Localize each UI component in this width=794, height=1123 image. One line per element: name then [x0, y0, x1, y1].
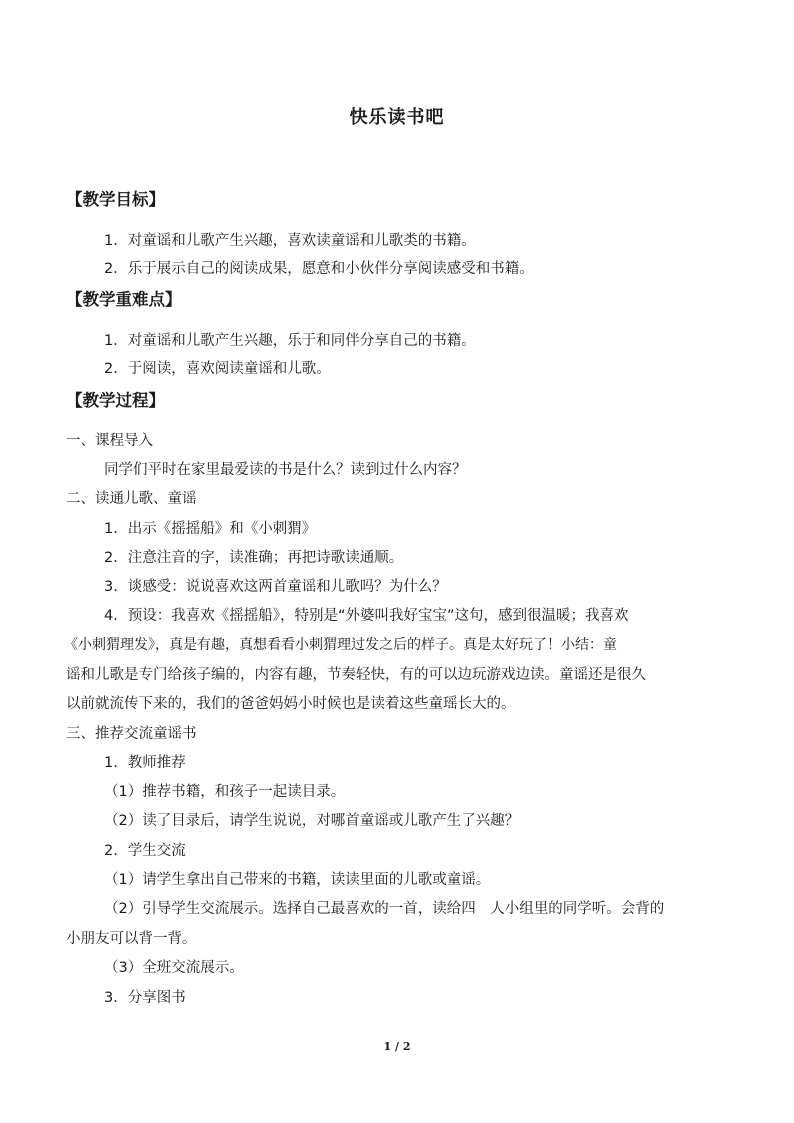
process-part3-title: 三、推荐交流童谣书 — [66, 726, 197, 742]
process-part2-item-1: 1．出示《摇摇船》和《小刺猬》 — [104, 521, 317, 537]
key-point-item-1: 1．对童谣和儿歌产生兴趣，乐于和同伴分享自己的书籍。 — [104, 333, 476, 349]
process-part2-item-4-line-2: 《小刺猬理发》，真是有趣，真想看看小刺猬理过发之后的样子。真是太好玩了！小结：童 — [64, 637, 617, 653]
process-part2-item-4-line-3: 谣和儿歌是专门给孩子编的，内容有趣，节奏轻快，有的可以边玩游戏边读。童谣还是很久 — [66, 667, 646, 683]
process-part1-text: 同学们平时在家里最爱读的书是什么？读到过什么内容？ — [104, 462, 467, 478]
process-part3-sub2-item-2-line-1: （2）引导学生交流展示。选择自己最喜欢的一首，读给四 人小组里的同学听。会背的 — [104, 901, 665, 917]
process-part2-item-4-line-4: 以前就流传下来的，我们的爸爸妈妈小时候也是读着这些童瑶长大的。 — [66, 696, 516, 712]
page-number: 1 / 2 — [383, 1040, 411, 1053]
process-part3-sub2: 2．学生交流 — [104, 843, 186, 859]
process-part3-sub2-item-1: （1）请学生拿出自己带来的书籍，读读里面的儿歌或童谣。 — [104, 872, 491, 888]
process-part2-title: 二、读通儿歌、童谣 — [66, 491, 197, 507]
process-part3-sub1-item-2: （2）读了目录后，请学生说说，对哪首童谣或儿歌产生了兴趣？ — [104, 813, 520, 829]
process-part3-sub2-item-3: （3）全班交流展示。 — [104, 960, 244, 976]
goal-item-2: 2．乐于展示自己的阅读成果，愿意和小伙伴分享阅读感受和书籍。 — [104, 261, 534, 277]
process-part1-title: 一、课程导入 — [66, 433, 153, 449]
process-part2-item-3: 3．谈感受：说说喜欢这两首童谣和儿歌吗？为什么？ — [104, 579, 447, 595]
process-part3-sub1: 1．教师推荐 — [104, 755, 186, 771]
goal-item-1: 1．对童谣和儿歌产生兴趣，喜欢读童谣和儿歌类的书籍。 — [104, 233, 476, 249]
document-title: 快乐读书吧 — [349, 107, 445, 128]
process-part2-item-4-line-1: 4．预设：我喜欢《摇摇船》，特别是“外婆叫我好宝宝”这句，感到很温暖；我喜欢 — [104, 608, 629, 624]
key-point-item-2: 2．于阅读，喜欢阅读童谣和儿歌。 — [104, 361, 331, 377]
process-part3-sub2-item-2-line-2: 小朋友可以背一背。 — [66, 931, 197, 947]
section-heading-process: 【教学过程】 — [66, 391, 165, 410]
process-part3-sub1-item-1: （1）推荐书籍，和孩子一起读目录。 — [104, 784, 346, 800]
process-part2-item-2: 2．注意注音的字，读准确；再把诗歌读通顺。 — [104, 550, 404, 566]
section-heading-key-points: 【教学重难点】 — [66, 290, 182, 309]
section-heading-goals: 【教学目标】 — [66, 190, 165, 209]
process-part3-sub3: 3．分享图书 — [104, 990, 186, 1006]
